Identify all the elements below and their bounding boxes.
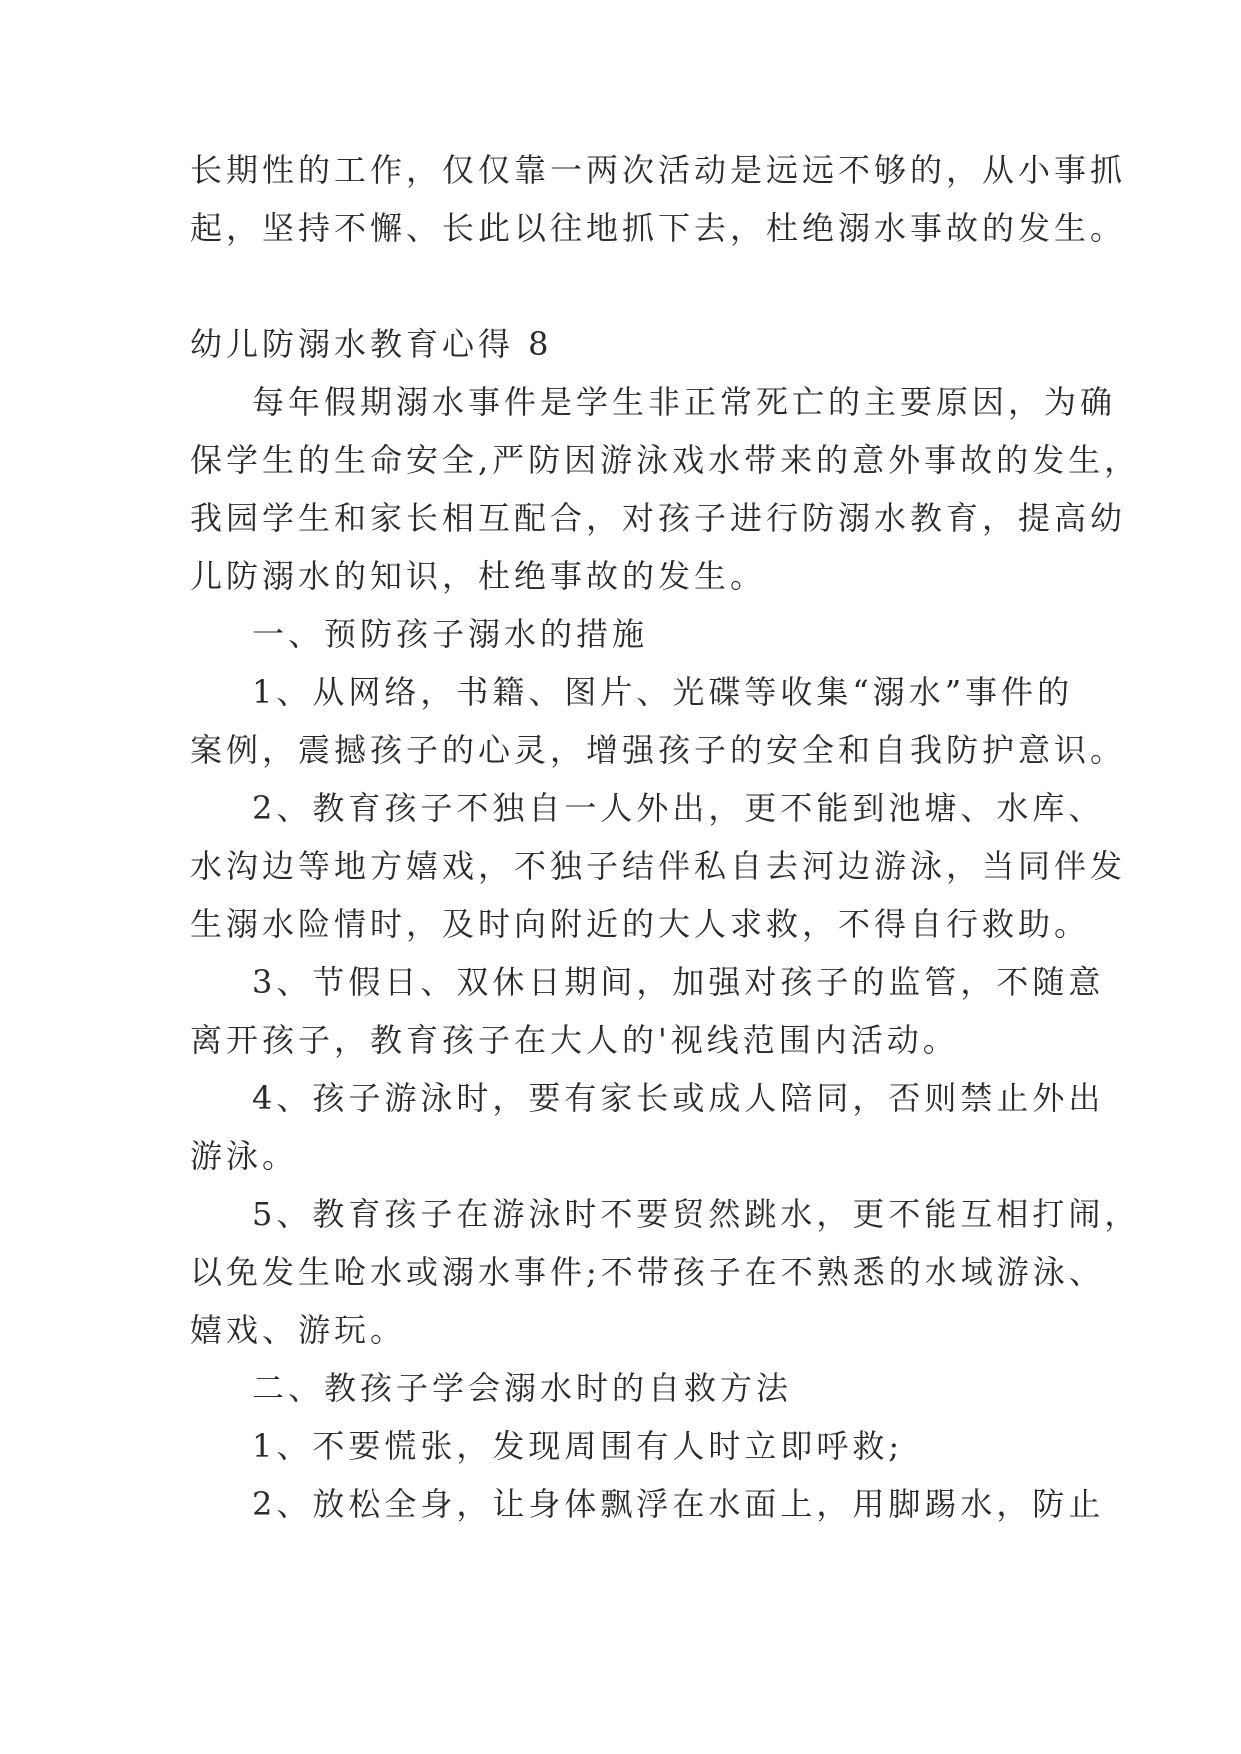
list-item-line: 4、孩子游泳时，要有家长或成人陪同，否则禁止外出 — [252, 1079, 1105, 1117]
list-item-line: 离开孩子，教育孩子在大人的'视线范围内活动。 — [190, 1021, 959, 1059]
list-item-line: 游泳。 — [190, 1137, 299, 1175]
paragraph-line: 起，坚持不懈、长此以往地抓下去，杜绝溺水事故的发生。 — [190, 209, 1127, 247]
list-item-line: 水沟边等地方嬉戏，不独子结伴私自去河边游泳，当同伴发 — [190, 847, 1127, 885]
list-item-line: 1、从网络，书籍、图片、光碟等收集“溺水”事件的 — [252, 673, 1074, 711]
list-item-line: 以免发生呛水或溺水事件;不带孩子在不熟悉的水域游泳、 — [190, 1253, 1105, 1291]
paragraph-line: 我园学生和家长相互配合，对孩子进行防溺水教育，提高幼 — [190, 499, 1127, 537]
list-item-line: 2、教育孩子不独自一人外出，更不能到池塘、水库、 — [252, 789, 1105, 827]
list-item-line: 案例，震撼孩子的心灵，增强孩子的安全和自我防护意识。 — [190, 731, 1127, 769]
list-item-line: 1、不要慌张，发现周围有人时立即呼救; — [252, 1427, 904, 1465]
list-item-line: 5、教育孩子在游泳时不要贸然跳水，更不能互相打闹， — [252, 1195, 1141, 1233]
subheading: 二、教孩子学会溺水时的自救方法 — [252, 1369, 793, 1407]
paragraph-line: 儿防溺水的知识，杜绝事故的发生。 — [190, 557, 767, 595]
list-item-line: 3、节假日、双休日期间，加强对孩子的监管，不随意 — [252, 963, 1105, 1001]
paragraph-line: 保学生的生命安全,严防因游泳戏水带来的意外事故的发生， — [190, 441, 1141, 479]
list-item-line: 生溺水险情时，及时向附近的大人求救，不得自行救助。 — [190, 905, 1091, 943]
list-item-line: 2、放松全身，让身体飘浮在水面上，用脚踢水，防止 — [252, 1485, 1105, 1523]
subheading: 一、预防孩子溺水的措施 — [252, 615, 649, 653]
paragraph-line: 每年假期溺水事件是学生非正常死亡的主要原因，为确 — [252, 383, 1117, 421]
list-item-line: 嬉戏、游玩。 — [190, 1311, 407, 1349]
paragraph-line: 长期性的工作，仅仅靠一两次活动是远远不够的，从小事抓 — [190, 151, 1127, 189]
section-title: 幼儿防溺水教育心得 8 — [190, 325, 553, 363]
